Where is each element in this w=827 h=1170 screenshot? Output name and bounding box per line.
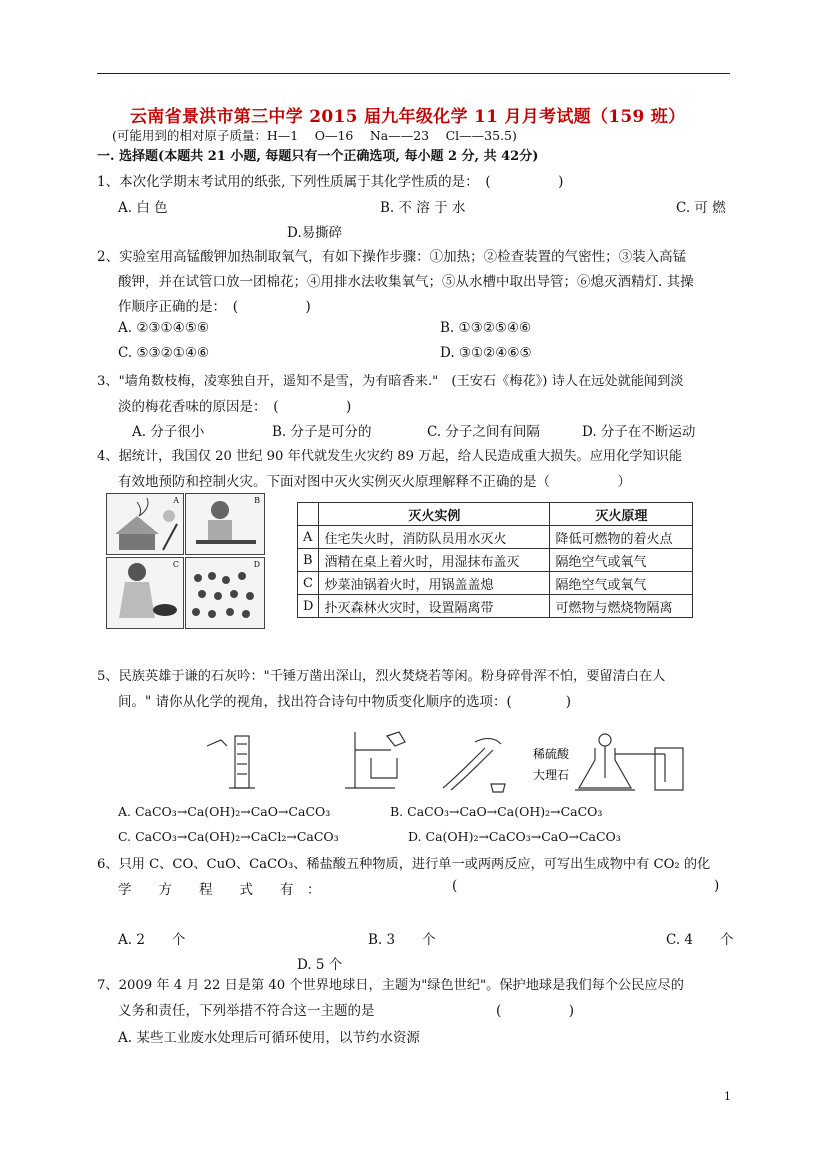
- q3-option-a: A. 分子很小: [132, 424, 205, 440]
- row-label: B: [298, 549, 319, 572]
- fire-picture-label: A: [173, 496, 179, 505]
- q5-option-d: D. Ca(OH)₂→CaCO₃→CaO→CaCO₃: [408, 829, 621, 844]
- fire-picture-label: D: [253, 560, 260, 569]
- q6-option-b: B. 3 个: [368, 932, 436, 948]
- fire-picture-b: [185, 493, 265, 555]
- q1-option-d: D.易撕碎: [287, 225, 343, 241]
- fire-picture-d: [185, 557, 265, 629]
- row-example: 扑灭森林火灾时，设置隔离带: [319, 595, 550, 618]
- row-principle: 可燃物与燃烧物隔离: [550, 595, 693, 618]
- apparatus-label-marble: 大理石: [533, 768, 570, 782]
- house-fire-illustration: [107, 494, 183, 554]
- row-label: D: [298, 595, 319, 618]
- lab-apparatus-illustration: [195, 728, 695, 794]
- q2-stem-line2: 酸钾，并在试管口放一团棉花；④用排水法收集氧气；⑤从水槽中取出导管；⑥熄灭酒精灯. 其操: [118, 274, 694, 290]
- fire-picture-label: C: [172, 560, 179, 569]
- q1-stem: 1、本次化学期末考试用的纸张, 下列性质属于其化学性质的是： ( ): [97, 174, 564, 190]
- q4-stem-line2: 有效地预防和控制火灾。下面对图中灭火实例灭火原理解释不正确的是（ ）: [118, 474, 631, 490]
- q5-stem-line1: 5、民族英雄于谦的石灰吟："千锤万凿出深山，烈火焚烧若等闲。粉身碎骨浑不怕，要留清白在人: [97, 669, 666, 684]
- row-principle: 隔绝空气或氧气: [550, 549, 693, 572]
- q6-option-d: D. 5 个: [297, 957, 343, 973]
- q2-option-a: A. ②③①④⑤⑥: [118, 320, 209, 336]
- row-label: C: [298, 572, 319, 595]
- q7-stem-line1: 7、2009 年 4 月 22 日是第 40 个世界地球日，主题为"绿色世纪"。保护地球是我们每个公民应尽的: [97, 978, 684, 993]
- table-row: [298, 572, 693, 595]
- q6-answer-paren-close: ): [714, 878, 720, 894]
- q1-option-a: A. 白 色: [118, 200, 168, 216]
- q5-option-c: C. CaCO₃→Ca(OH)₂→CaCl₂→CaCO₃: [118, 829, 339, 844]
- q1-option-b: B. 不 溶 于 水: [380, 200, 466, 216]
- q6-option-c: C. 4 个: [666, 932, 734, 948]
- q1-option-c: C. 可 燃: [676, 200, 726, 216]
- q5-option-a: A. CaCO₃→Ca(OH)₂→CaO→CaCO₃: [118, 804, 331, 819]
- row-example: 住宅失火时，消防队员用水灭火: [319, 526, 550, 549]
- q5-stem-line2: 间。" 请你从化学的视角，找出符合诗句中物质变化顺序的选项：( ): [118, 694, 572, 710]
- q6-option-a: A. 2 个: [118, 932, 186, 948]
- q2-option-b: B. ①③②⑤④⑥: [440, 320, 532, 336]
- q6-stem-line1: 6、只用 C、CO、CuO、CaCO₃、稀盐酸五种物质，进行单一或两两反应，可写出生成物中有 CO₂ 的化: [97, 857, 711, 872]
- q5-option-b: B. CaCO₃→CaO→Ca(OH)₂→CaCO₃: [390, 804, 603, 819]
- fire-picture-a: [106, 493, 184, 555]
- row-example: 酒精在桌上着火时，用湿抹布盖灭: [319, 549, 550, 572]
- table-header-empty: [298, 503, 319, 526]
- q6-answer-paren-open: (: [452, 878, 458, 894]
- table-header-example: 灭火实例: [319, 503, 550, 526]
- header-rule: [97, 73, 730, 74]
- row-example: 炒菜油锅着火时，用锅盖盖熄: [319, 572, 550, 595]
- q3-option-b: B. 分子是可分的: [272, 424, 372, 440]
- fire-picture-c: [106, 557, 184, 629]
- row-principle: 降低可燃物的着火点: [550, 526, 693, 549]
- q3-option-c: C. 分子之间有间隔: [427, 424, 540, 440]
- table-row: [298, 526, 693, 549]
- fire-principle-table: [297, 502, 693, 618]
- row-principle: 隔绝空气或氧气: [550, 572, 693, 595]
- page-number: 1: [724, 1090, 731, 1103]
- person-at-table-illustration: [186, 494, 264, 554]
- q6-stem-line2: 学 方 程 式 有 ：: [118, 882, 321, 898]
- table-header-row: [298, 503, 693, 526]
- atomic-mass-note: (可能用到的相对原子质量：H—1 O—16 Na——23 Cl——35.5): [112, 128, 517, 143]
- q3-stem-line2: 淡的梅花香味的原因是： ( ): [118, 399, 352, 415]
- table-row: [298, 549, 693, 572]
- forest-fire-illustration: [186, 558, 264, 628]
- apparatus-label-acid: 稀硫酸: [533, 747, 570, 761]
- woman-cooking-illustration: [107, 558, 183, 628]
- q4-stem-line1: 4、据统计，我国仅 20 世纪 90 年代就发生火灾约 89 万起，给人民造成重大损失。应用化学知识能: [97, 449, 683, 464]
- table-row: [298, 595, 693, 618]
- q2-option-c: C. ⑤③②①④⑥: [118, 345, 210, 361]
- fire-picture-label: B: [254, 496, 260, 505]
- q3-stem-line1: 3、"墙角数枝梅，凌寒独自开，遥知不是雪，为有暗香来." (王安石《梅花》) 诗人在远处就能闻到淡: [97, 374, 684, 389]
- q2-stem-line1: 2、实验室用高锰酸钾加热制取氧气，有如下操作步骤：①加热；②检查装置的气密性；③装入高锰: [97, 249, 687, 265]
- exam-title: 云南省景洪市第三中学 2015 届九年级化学 11 月月考试题（159 班）: [130, 107, 686, 127]
- q7-option-a: A. 某些工业废水处理后可循环使用，以节约水资源: [118, 1030, 420, 1046]
- section-heading: 一. 选择题(本题共 21 小题, 每题只有一个正确选项, 每小题 2 分, 共 42分): [97, 149, 539, 164]
- row-label: A: [298, 526, 319, 549]
- q2-option-d: D. ③①②④⑥⑤: [440, 345, 532, 361]
- q3-option-d: D. 分子在不断运动: [582, 424, 696, 440]
- q2-stem-line3: 作顺序正确的是： ( ): [118, 299, 311, 315]
- q7-stem-line2: 义务和责任，下列举措不符合这一主题的是 ( ): [118, 1003, 575, 1019]
- table-header-principle: 灭火原理: [550, 503, 693, 526]
